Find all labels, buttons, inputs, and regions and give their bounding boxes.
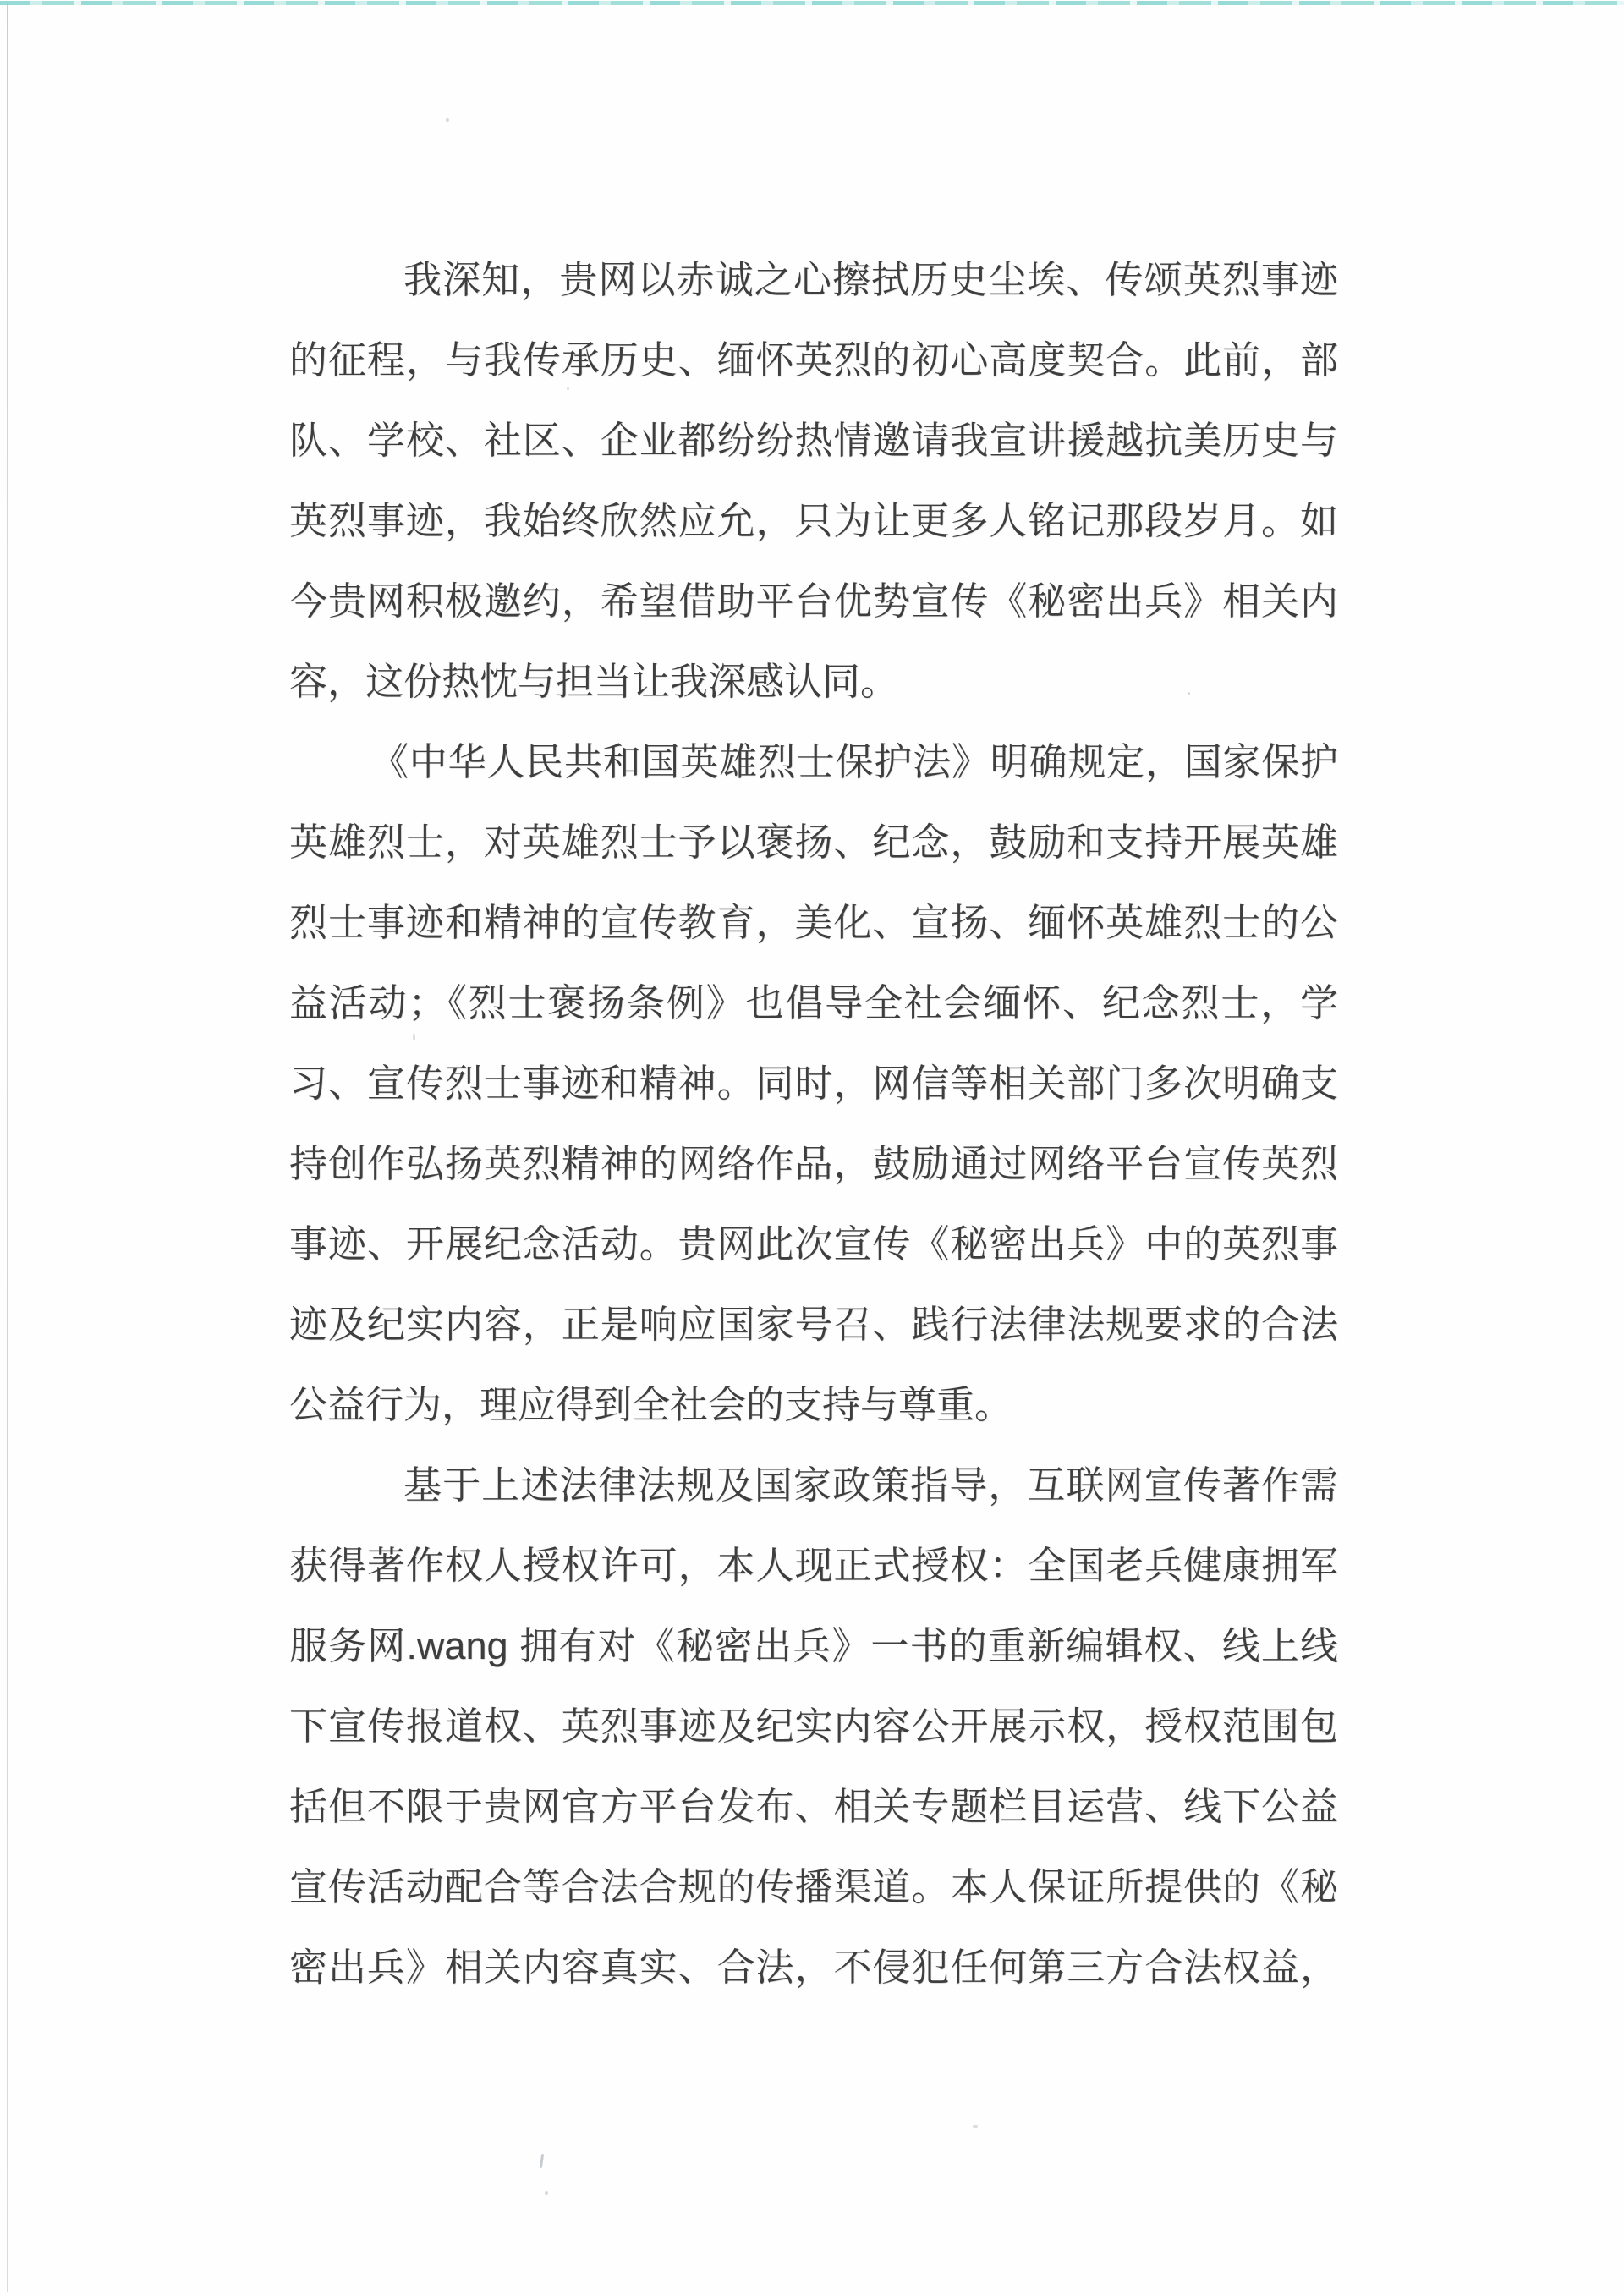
- scan-speck: [446, 118, 449, 122]
- text-line: 持创作弘扬英烈精神的网络作品，鼓励通过网络平台宣传英烈: [289, 1142, 1338, 1185]
- text-line: 习、宣传烈士事迹和精神。同时，网信等相关部门多次明确支: [289, 1062, 1338, 1105]
- text-line: 容，这份热忱与担当让我深感认同。: [289, 660, 899, 703]
- scan-speck: [545, 2191, 548, 2195]
- scan-artifact-top-line: [0, 1, 1624, 5]
- letter-body: [289, 239, 1338, 2007]
- text-line: 的征程，与我传承历史、缅怀英烈的初心高度契合。此前，部: [289, 338, 1338, 382]
- text-line: 迹及纪实内容，正是响应国家号召、践行法律法规要求的合法: [289, 1303, 1338, 1346]
- scan-speck: [540, 2154, 544, 2168]
- text-line: 英雄烈士，对英雄烈士予以褒扬、纪念，鼓励和支持开展英雄: [289, 821, 1338, 864]
- text-line: 事迹、开展纪念活动。贵网此次宣传《秘密出兵》中的英烈事: [289, 1222, 1338, 1266]
- text-line: 我深知，贵网以赤诚之心擦拭历史尘埃、传颂英烈事迹: [403, 258, 1338, 301]
- text-line: 今贵网积极邀约，希望借助平台优势宣传《秘密出兵》相关内: [289, 579, 1338, 623]
- scan-speck: [973, 2125, 978, 2128]
- text-line: 公益行为，理应得到全社会的支持与尊重。: [289, 1383, 1013, 1426]
- text-line: 益活动；《烈士褒扬条例》也倡导全社会缅怀、纪念烈士，学: [289, 981, 1338, 1024]
- text-line: 下宣传报道权、英烈事迹及纪实内容公开展示权，授权范围包: [289, 1705, 1338, 1748]
- text-line: 服务网.wang 拥有对《秘密出兵》一书的重新编辑权、线上线: [289, 1624, 1338, 1667]
- text-line: 获得著作权人授权许可，本人现正式授权：全国老兵健康拥军: [289, 1544, 1338, 1587]
- text-line: 烈士事迹和精神的宣传教育，美化、宣扬、缅怀英雄烈士的公: [289, 901, 1338, 944]
- text-line: 英烈事迹，我始终欣然应允，只为让更多人铭记那段岁月。如: [289, 499, 1338, 542]
- text-line: 《中华人民共和国英雄烈士保护法》明确规定，国家保护: [370, 740, 1338, 783]
- text-line: 括但不限于贵网官方平台发布、相关专题栏目运营、线下公益: [289, 1785, 1338, 1828]
- text-line: 队、学校、社区、企业都纷纷热情邀请我宣讲援越抗美历史与: [289, 419, 1338, 462]
- scan-artifact-left-line: [7, 3, 8, 2292]
- text-line: 基于上述法律法规及国家政策指导，互联网宣传著作需: [403, 1463, 1338, 1507]
- text-line: 密出兵》相关内容真实、合法，不侵犯任何第三方合法权益，: [289, 1946, 1338, 1989]
- text-line: 宣传活动配合等合法合规的传播渠道。本人保证所提供的《秘: [289, 1865, 1338, 1908]
